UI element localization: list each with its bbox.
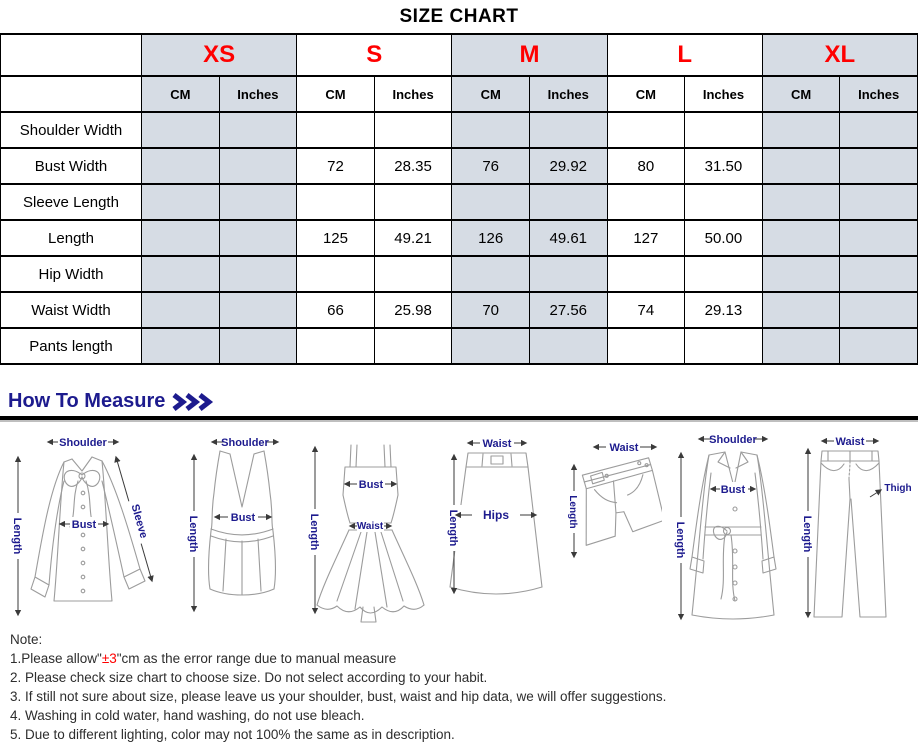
unit-header: CM [297,76,375,112]
size-header-xl: XL [762,34,917,76]
table-cell [685,184,763,220]
measure-label-waist: Waist [356,521,383,532]
measure-label-shoulder: Shoulder [59,437,107,449]
table-cell [762,292,840,328]
row-label: Sleeve Length [1,184,142,220]
measure-label-shoulder: Shoulder [708,434,757,446]
unit-header-row [1,76,918,112]
table-cell: 66 [297,292,375,328]
measure-label-sleeve: Sleeve [128,502,150,540]
measure-label-bust: Bust [720,484,745,496]
table-cell [607,112,685,148]
table-cell [840,184,918,220]
table-row [1,184,918,220]
table-row [1,112,918,148]
table-cell [142,112,220,148]
unit-header: Inches [529,76,607,112]
row-label: Length [1,220,142,256]
table-cell [297,256,375,292]
table-cell: 70 [452,292,530,328]
table-cell [762,184,840,220]
note-item-3: 3. If still not sure about size, please leave us your shoulder, bust, waist and hip data, we will offer suggestions. [10,689,667,704]
unit-header: Inches [374,76,452,112]
table-cell [762,256,840,292]
table-row [1,220,918,256]
table-row [1,148,918,184]
table-cell [219,328,297,364]
measure-label-length: Length [446,509,459,547]
measure-label-shoulder: Shoulder [221,437,270,449]
notes-section [0,625,918,744]
how-to-measure-figures [0,422,918,625]
table-cell [142,328,220,364]
figure-blouse [2,429,182,625]
table-cell [297,112,375,148]
table-cell [685,256,763,292]
table-cell: 27.56 [529,292,607,328]
table-cell [840,328,918,364]
note-1-tolerance: ±3 [101,651,117,666]
measure-label-length: Length [187,515,200,553]
table-cell: 25.98 [374,292,452,328]
table-cell [529,184,607,220]
table-cell [142,220,220,256]
table-cell: 125 [297,220,375,256]
size-header-xs: XS [142,34,297,76]
triple-chevron-icon [172,393,214,411]
table-cell [529,256,607,292]
table-cell [840,112,918,148]
table-cell [297,328,375,364]
table-cell: 28.35 [374,148,452,184]
table-cell [219,220,297,256]
table-cell [840,256,918,292]
table-cell [762,148,840,184]
measure-label-thigh: Thigh [884,483,912,494]
table-row [1,328,918,364]
table-cell [529,112,607,148]
row-label: Waist Width [1,292,142,328]
table-cell [452,184,530,220]
table-row [1,256,918,292]
table-cell: 31.50 [685,148,763,184]
table-cell [607,184,685,220]
row-label: Shoulder Width [1,112,142,148]
table-cell: 29.92 [529,148,607,184]
table-cell [762,112,840,148]
table-cell [685,112,763,148]
unit-header: CM [607,76,685,112]
table-cell [840,220,918,256]
unit-header: CM [762,76,840,112]
table-cell [142,184,220,220]
table-cell [374,328,452,364]
measure-label-bust: Bust [231,512,256,524]
measure-label-bust: Bust [358,479,383,491]
table-cell [142,256,220,292]
how-to-measure-heading [8,390,918,413]
table-cell: 127 [607,220,685,256]
figure-pants [798,429,916,625]
table-cell [297,184,375,220]
measure-label-length: Length [673,521,686,559]
table-cell [685,328,763,364]
table-cell [142,292,220,328]
table-cell [840,148,918,184]
table-cell: 74 [607,292,685,328]
table-cell [762,328,840,364]
figure-shorts [550,429,662,625]
unit-header: Inches [219,76,297,112]
table-cell [452,328,530,364]
unit-header: CM [452,76,530,112]
measure-label-hips: Hips [482,508,509,522]
table-cell [529,328,607,364]
row-label: Hip Width [1,256,142,292]
measure-label-length: Length [800,515,813,553]
figure-coat [663,429,798,625]
table-cell [219,184,297,220]
table-cell: 72 [297,148,375,184]
table-cell: 76 [452,148,530,184]
note-item-4: 4. Washing in cold water, hand washing, do not use bleach. [10,708,365,723]
size-header-m: M [452,34,607,76]
size-header-s: S [297,34,452,76]
row-label: Pants length [1,328,142,364]
how-to-measure-label: How To Measure [8,390,166,412]
table-cell [607,328,685,364]
figure-vest-top [182,429,302,625]
corner-cell [1,76,142,112]
table-cell [374,112,452,148]
table-cell: 49.61 [529,220,607,256]
measure-label-length: Length [567,495,579,529]
table-cell: 80 [607,148,685,184]
table-cell [452,112,530,148]
table-cell [219,292,297,328]
table-cell [142,148,220,184]
note-item-5: 5. Due to different lighting, color may not 100% the same as in description. [10,727,455,742]
figure-skirt [438,429,550,625]
table-cell [219,256,297,292]
page-title: SIZE CHART [399,6,519,27]
measure-label-waist: Waist [609,442,639,454]
row-label: Bust Width [1,148,142,184]
note-1-text-end: "cm as the error range due to manual measure [116,651,397,666]
size-header-row [1,34,918,76]
unit-header: Inches [840,76,918,112]
measure-label-bust: Bust [71,519,97,531]
table-cell: 50.00 [685,220,763,256]
table-cell [840,292,918,328]
note-1-text: 1.Please allow" [10,651,102,666]
table-cell [219,112,297,148]
table-cell [374,256,452,292]
unit-header: Inches [685,76,763,112]
figure-slip-dress [303,429,438,625]
table-cell: 126 [452,220,530,256]
unit-header: CM [142,76,220,112]
table-cell: 49.21 [374,220,452,256]
size-header-l: L [607,34,762,76]
measure-label-length: Length [307,513,320,551]
measure-label-waist: Waist [482,438,512,450]
note-item-2: 2. Please check size chart to choose size. Do not select according to your habit. [10,670,488,685]
table-cell: 29.13 [685,292,763,328]
table-cell [219,148,297,184]
table-cell [452,256,530,292]
measure-label-waist: Waist [835,436,865,448]
corner-cell [1,34,142,76]
notes-heading: Note: [10,632,43,647]
measure-label-length: Length [11,517,23,555]
table-cell [374,184,452,220]
table-cell [762,220,840,256]
size-chart-table [0,33,918,365]
table-row [1,292,918,328]
note-item-1 [10,649,918,668]
table-cell [607,256,685,292]
